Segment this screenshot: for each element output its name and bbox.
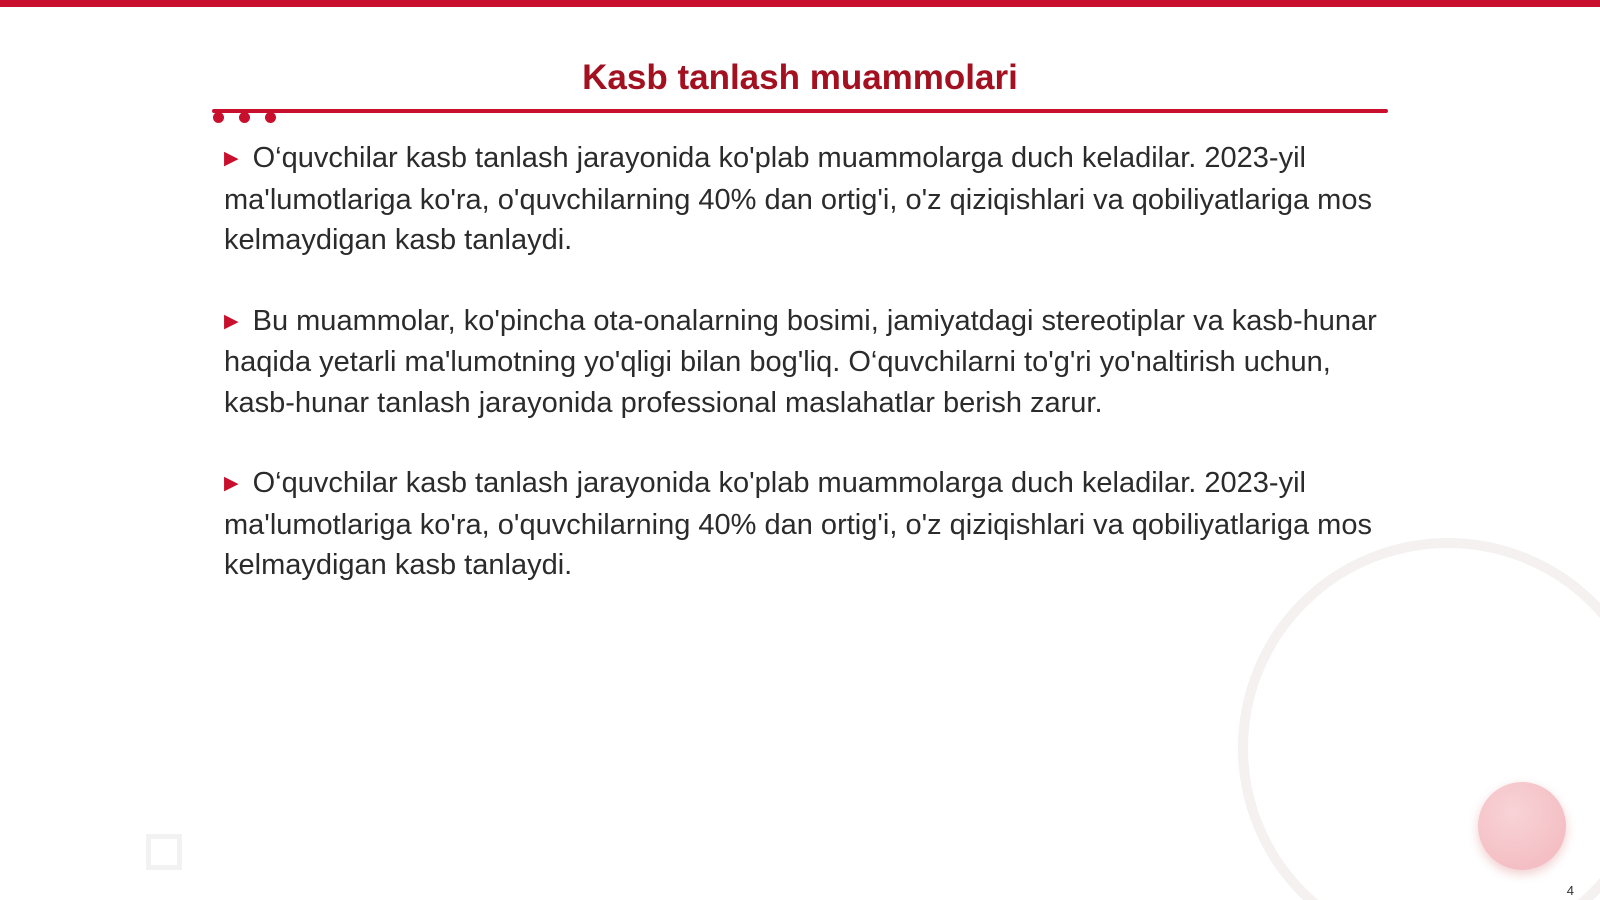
decor-dot [265, 112, 276, 123]
top-accent-bar [0, 0, 1600, 7]
bullet-item [224, 301, 1384, 424]
bullet-list [224, 138, 1384, 626]
decor-dot [213, 112, 224, 123]
decor-square [146, 834, 182, 870]
slide-title: Kasb tanlash muammolari [582, 58, 1018, 97]
triangle-right-icon: ▶ [224, 310, 239, 332]
bullet-text: O‘quvchilar kasb tanlash jarayonida ko'plab muammolarga duch keladilar. 2023-yil ma'lumotlariga ko'ra, o'quvchilarning 40% dan ortig'i, o'z qiziqishlari va qobiliyatlariga mos kelmaydigan kasb tanlaydi. [224, 467, 1372, 581]
triangle-right-icon: ▶ [224, 473, 239, 494]
bullet-item [224, 138, 1384, 261]
slide-number: 4 [1566, 883, 1574, 898]
decor-ball [1478, 782, 1566, 870]
title-underline [212, 109, 1388, 113]
bullet-text: Bu muammolar, ko'pincha ota-onalarning bosimi, jamiyatdagi stereotiplar va kasb-hunar haqida yetarli ma'lumotning yo'qligi bilan bog'liq. O‘quvchilarni to'g'ri yo'naltirish uchun, kasb-hunar tanlash jarayonida professional maslahatlar berish zarur. [224, 304, 1377, 419]
bullet-text: O‘quvchilar kasb tanlash jarayonida ko'plab muammolarga duch keladilar. 2023-yil ma'lumotlariga ko'ra, o'quvchilarning 40% dan ortig'i, o'z qiziqishlari va qobiliyatlariga mos kelmaydigan kasb tanlaydi. [224, 142, 1372, 256]
triangle-right-icon: ▶ [224, 148, 239, 169]
bullet-item [224, 463, 1384, 586]
decor-dot [239, 112, 250, 123]
